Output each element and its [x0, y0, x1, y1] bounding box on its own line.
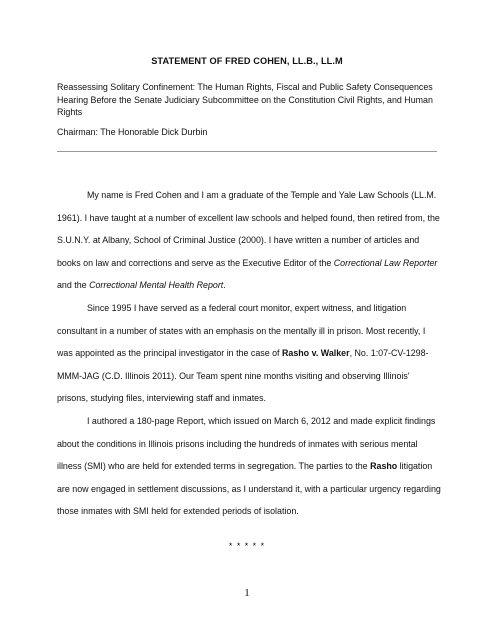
statement-body: [57, 184, 441, 523]
p3-case-name: Rasho: [370, 461, 398, 472]
hearing-title: Reassessing Solitary Confinement: The Human Rights, Fiscal and Public Safety Consequences Hearing Before the Senate Judiciary Subcommittee on the Constitution Civil Rights, and Human Rights: [57, 82, 433, 117]
paragraph-report: [57, 410, 441, 523]
p1-text-c: .: [223, 280, 226, 291]
section-separator: * * * * *: [228, 541, 266, 551]
p3-text-b: litigation are now engaged in settlement discussions, as I understand it, with a particular urgency regarding those inmates with SMI held for extended periods of isolation.: [57, 461, 441, 517]
chairman-line: Chairman: The Honorable Dick Durbin: [57, 127, 208, 137]
paragraph-experience: [57, 297, 441, 410]
p1-publication-1: Correctional Law Reporter: [333, 257, 438, 268]
p1-text-a: My name is Fred Cohen and I am a graduate of the Temple and Yale Law Schools (LL.M. 1961). I have taught at a number of excellent law schools and helped found, then retired from, the S.U.N.Y. at Albany, School of Criminal Justice (2000). I have written a number of articles and books on law and corrections and serve as the Executive Editor of the: [57, 190, 440, 268]
paragraph-background: [57, 184, 441, 297]
p2-case-name: Rasho v. Walker: [281, 348, 350, 359]
document-title: STATEMENT OF FRED COHEN, LL.B., LL.M: [151, 56, 343, 66]
p2-text-b: , No. 1:07-CV-1298-MMM-JAG (C.D. Illinois 2011). Our Team spent nine months visiting and observing Illinois' prisons, studying files, interviewing staff and inmates.: [57, 348, 429, 404]
page-number: 1: [244, 587, 250, 599]
header-divider: [57, 151, 437, 152]
p2-text-a: Since 1995 I have served as a federal court monitor, expert witness, and litigation consultant in a number of states with an emphasis on the mentally ill in prison. Most recently, I was appointed as the principal investigator in the case of: [57, 302, 426, 359]
p3-text-a: I authored a 180-page Report, which issued on March 6, 2012 and made explicit findings about the conditions in Illinois prisons including the hundreds of inmates with serious mental illness (SMI) who are held for extended terms in segregation. The parties to the: [57, 415, 436, 472]
p1-text-b: and the: [57, 280, 90, 291]
p1-publication-2: Correctional Mental Health Report: [89, 280, 224, 291]
